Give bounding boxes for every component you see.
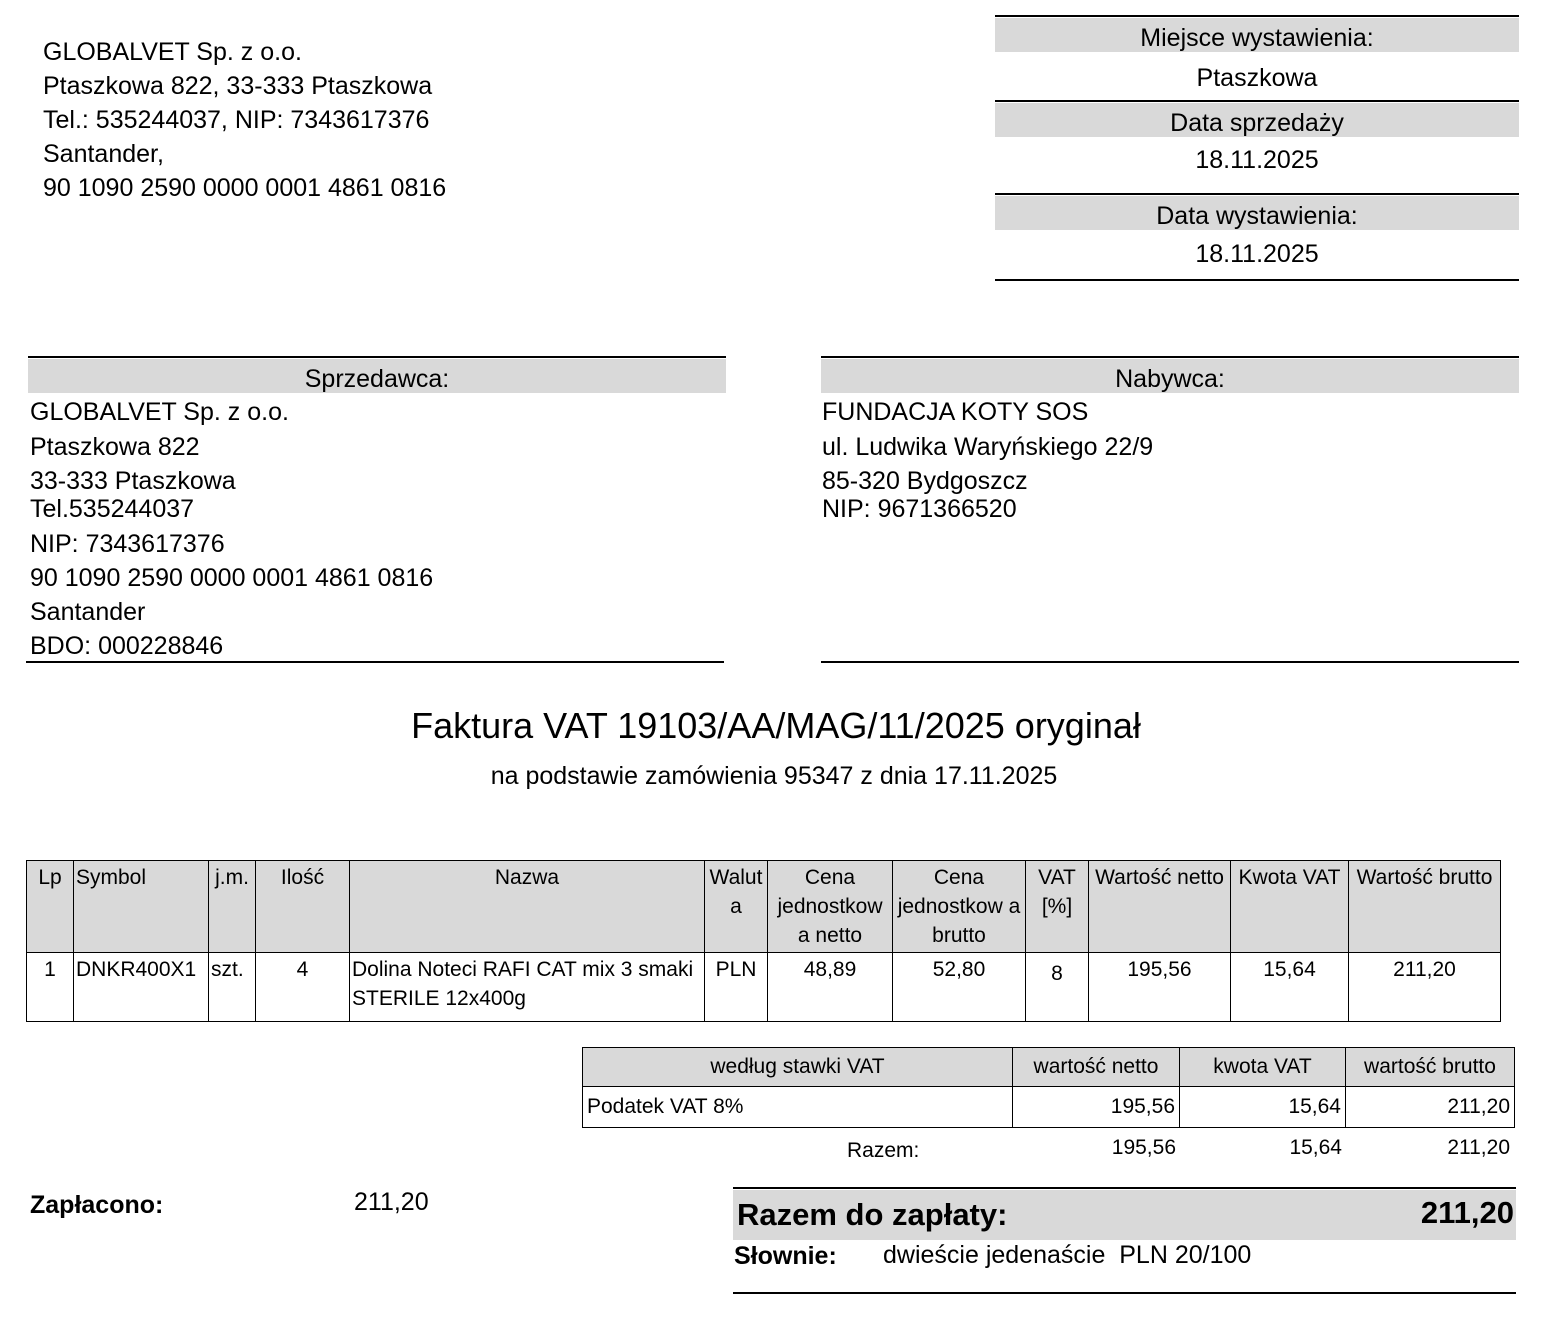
seller-line: GLOBALVET Sp. z o.o. xyxy=(30,398,289,426)
vat-total-vat: 15,64 xyxy=(1289,1136,1342,1159)
buyer-label: Nabywca: xyxy=(1115,365,1225,393)
vat-col-rate: według stawki VAT xyxy=(583,1048,1013,1087)
col-header-gross-value: Wartość brutto xyxy=(1349,861,1501,953)
issuer-header xyxy=(43,35,446,205)
cell-lp: 1 xyxy=(27,953,74,1022)
cell-symbol: DNKR400X1 xyxy=(74,953,209,1022)
vat-total-label: Razem: xyxy=(847,1139,920,1162)
cell-vat: 8 xyxy=(1026,953,1089,1022)
buyer-line: FUNDACJA KOTY SOS xyxy=(822,398,1089,426)
col-header-lp: Lp xyxy=(27,861,74,953)
col-header-vat: VAT [%] xyxy=(1026,861,1089,953)
col-header-net-price: Cena jednostkow a netto xyxy=(768,861,893,953)
seller-line: Tel.535244037 xyxy=(30,495,195,523)
cell-unit: szt. xyxy=(209,953,256,1022)
seller-line: Ptaszkowa 822 xyxy=(30,433,200,461)
cell-vat-amount: 15,64 xyxy=(1231,953,1349,1022)
cell-net-price: 48,89 xyxy=(768,953,893,1022)
cell-currency: PLN xyxy=(705,953,768,1022)
col-header-gross-price: Cena jednostkow a brutto xyxy=(893,861,1026,953)
issuer-line: Ptaszkowa 822, 33-333 Ptaszkowa xyxy=(43,72,433,100)
seller-line: Santander xyxy=(30,598,146,626)
vat-cell-rate: Podatek VAT 8% xyxy=(583,1087,1013,1128)
col-header-net-value: Wartość netto xyxy=(1089,861,1231,953)
words-value: dwieście jedenaście PLN 20/100 xyxy=(883,1241,1252,1269)
vat-header-row xyxy=(583,1048,1515,1087)
cell-qty: 4 xyxy=(256,953,350,1022)
cell-gross-value: 211,20 xyxy=(1349,953,1501,1022)
issuer-line: GLOBALVET Sp. z o.o. xyxy=(43,38,302,66)
col-header-vat-amount: Kwota VAT xyxy=(1231,861,1349,953)
to-pay-value: 211,20 xyxy=(1420,1195,1514,1230)
issue-date-label: Data wystawienia: xyxy=(1156,202,1358,230)
sale-date-value: 18.11.2025 xyxy=(1195,146,1319,174)
place-label: Miejsce wystawienia: xyxy=(1140,24,1374,52)
issue-date-value: 18.11.2025 xyxy=(1195,240,1319,268)
paid-label: Zapłacono: xyxy=(30,1191,164,1219)
issuer-line: Tel.: 535244037, NIP: 7343617376 xyxy=(43,106,430,134)
invoice-subtitle: na podstawie zamówienia 95347 z dnia 17.11.2025 xyxy=(490,762,1058,790)
col-header-qty: Ilość xyxy=(256,861,350,953)
words-label: Słownie: xyxy=(734,1242,837,1270)
seller-line: 90 1090 2590 0000 0001 4861 0816 xyxy=(30,564,434,592)
col-header-symbol: Symbol xyxy=(74,861,209,953)
vat-summary-table xyxy=(582,1047,1515,1128)
items-table xyxy=(26,860,1501,1022)
vat-col-net: wartość netto xyxy=(1013,1048,1180,1087)
paid-value: 211,20 xyxy=(354,1188,429,1216)
table-row xyxy=(583,1087,1515,1128)
col-header-unit: j.m. xyxy=(209,861,256,953)
seller-line: 33-333 Ptaszkowa xyxy=(30,467,236,495)
cell-name: Dolina Noteci RAFI CAT mix 3 smaki STERILE 12x400g xyxy=(350,953,705,1022)
place-value: Ptaszkowa xyxy=(1196,64,1318,92)
buyer-line: 85-320 Bydgoszcz xyxy=(822,467,1028,495)
to-pay-label: Razem do zapłaty: xyxy=(737,1197,1008,1232)
vat-cell-net: 195,56 xyxy=(1013,1087,1180,1128)
vat-col-gross: wartość brutto xyxy=(1346,1048,1515,1087)
invoice-title: Faktura VAT 19103/AA/MAG/11/2025 oryginał xyxy=(411,705,1141,746)
vat-col-vat: kwota VAT xyxy=(1180,1048,1346,1087)
vat-total-gross: 211,20 xyxy=(1447,1136,1510,1159)
seller-line: NIP: 7343617376 xyxy=(30,530,225,558)
vat-cell-vat: 15,64 xyxy=(1180,1087,1346,1128)
col-header-currency: Walut a xyxy=(705,861,768,953)
table-row xyxy=(27,953,1501,1022)
buyer-line: ul. Ludwika Waryńskiego 22/9 xyxy=(822,433,1154,461)
cell-gross-price: 52,80 xyxy=(893,953,1026,1022)
items-header-row xyxy=(27,861,1501,953)
issuer-line: Santander, xyxy=(43,140,164,168)
seller-line: BDO: 000228846 xyxy=(30,632,224,660)
vat-total-net: 195,56 xyxy=(1111,1136,1176,1159)
buyer-line: NIP: 9671366520 xyxy=(822,495,1017,523)
col-header-name: Nazwa xyxy=(350,861,705,953)
issuer-line: 90 1090 2590 0000 0001 4861 0816 xyxy=(43,174,447,202)
seller-label: Sprzedawca: xyxy=(304,365,450,393)
vat-cell-gross: 211,20 xyxy=(1346,1087,1515,1128)
cell-net-value: 195,56 xyxy=(1089,953,1231,1022)
sale-date-label: Data sprzedaży xyxy=(1170,109,1344,137)
